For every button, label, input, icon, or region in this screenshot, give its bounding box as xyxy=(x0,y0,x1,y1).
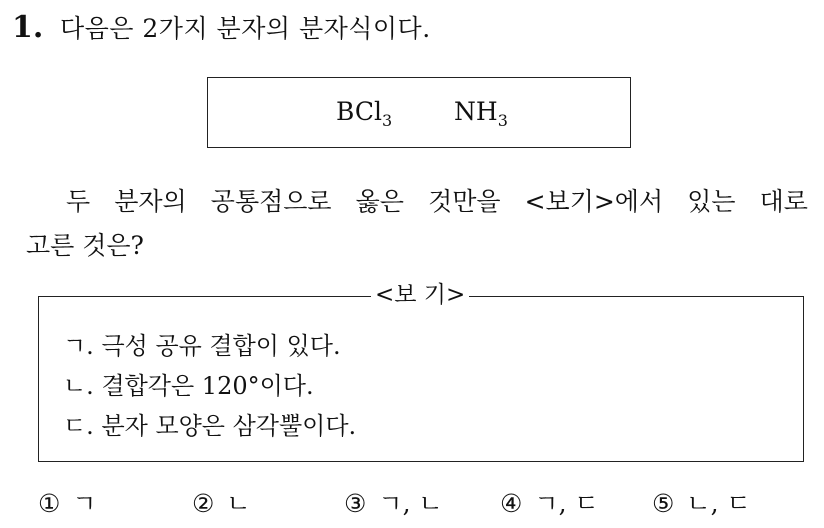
bogi-title: <보 기> xyxy=(371,280,469,310)
answer-choice-5[interactable] xyxy=(652,488,751,520)
choice-number: ① xyxy=(38,489,61,518)
bogi-item: ㄴ. 결합각은 120°이다. xyxy=(63,372,314,400)
formula-nh3 xyxy=(454,97,508,130)
choice-number: ③ xyxy=(344,489,367,518)
question-prompt xyxy=(26,180,808,268)
answer-choice-4[interactable] xyxy=(500,488,599,520)
prompt-word: 대로 xyxy=(759,187,808,216)
question-stem: 다음은 2가지 분자의 분자식이다. xyxy=(60,14,431,43)
formula-bcl3 xyxy=(336,97,393,130)
answer-choice-2[interactable] xyxy=(192,488,251,520)
bogi-item: ㄱ. 극성 공유 결합이 있다. xyxy=(63,332,341,360)
answer-choice-1[interactable] xyxy=(38,488,97,520)
choice-text: ㄱ, ㄴ xyxy=(378,489,443,518)
formula-box xyxy=(207,77,631,148)
prompt-word: 공통점으로 xyxy=(210,187,332,216)
formula-base: NH xyxy=(454,97,498,126)
choice-text: ㄴ xyxy=(226,489,251,518)
answer-choice-3[interactable] xyxy=(344,488,443,520)
prompt-word: 옳은 xyxy=(355,187,404,216)
choice-number: ② xyxy=(192,489,215,518)
prompt-word: 있는 xyxy=(687,187,736,216)
formula-base: BCl xyxy=(336,97,382,126)
bogi-item: ㄷ. 분자 모양은 삼각뿔이다. xyxy=(63,412,357,440)
prompt-line-2: 고른 것은? xyxy=(26,231,144,260)
prompt-word: <보기>에서 xyxy=(524,187,664,216)
prompt-word: 것만을 xyxy=(428,187,501,216)
choice-text: ㄱ xyxy=(72,489,97,518)
prompt-line-1 xyxy=(26,180,808,224)
bogi-box xyxy=(38,282,804,462)
choice-text: ㄴ, ㄷ xyxy=(686,489,751,518)
prompt-word: 분자의 xyxy=(114,187,187,216)
choice-number: ⑤ xyxy=(652,489,675,518)
question-number: 1. xyxy=(12,10,44,45)
choice-text: ㄱ, ㄷ xyxy=(534,489,599,518)
formula-subscript: 3 xyxy=(381,111,393,130)
choice-number: ④ xyxy=(500,489,523,518)
prompt-word: 두 xyxy=(66,187,91,216)
formula-subscript: 3 xyxy=(497,111,508,130)
